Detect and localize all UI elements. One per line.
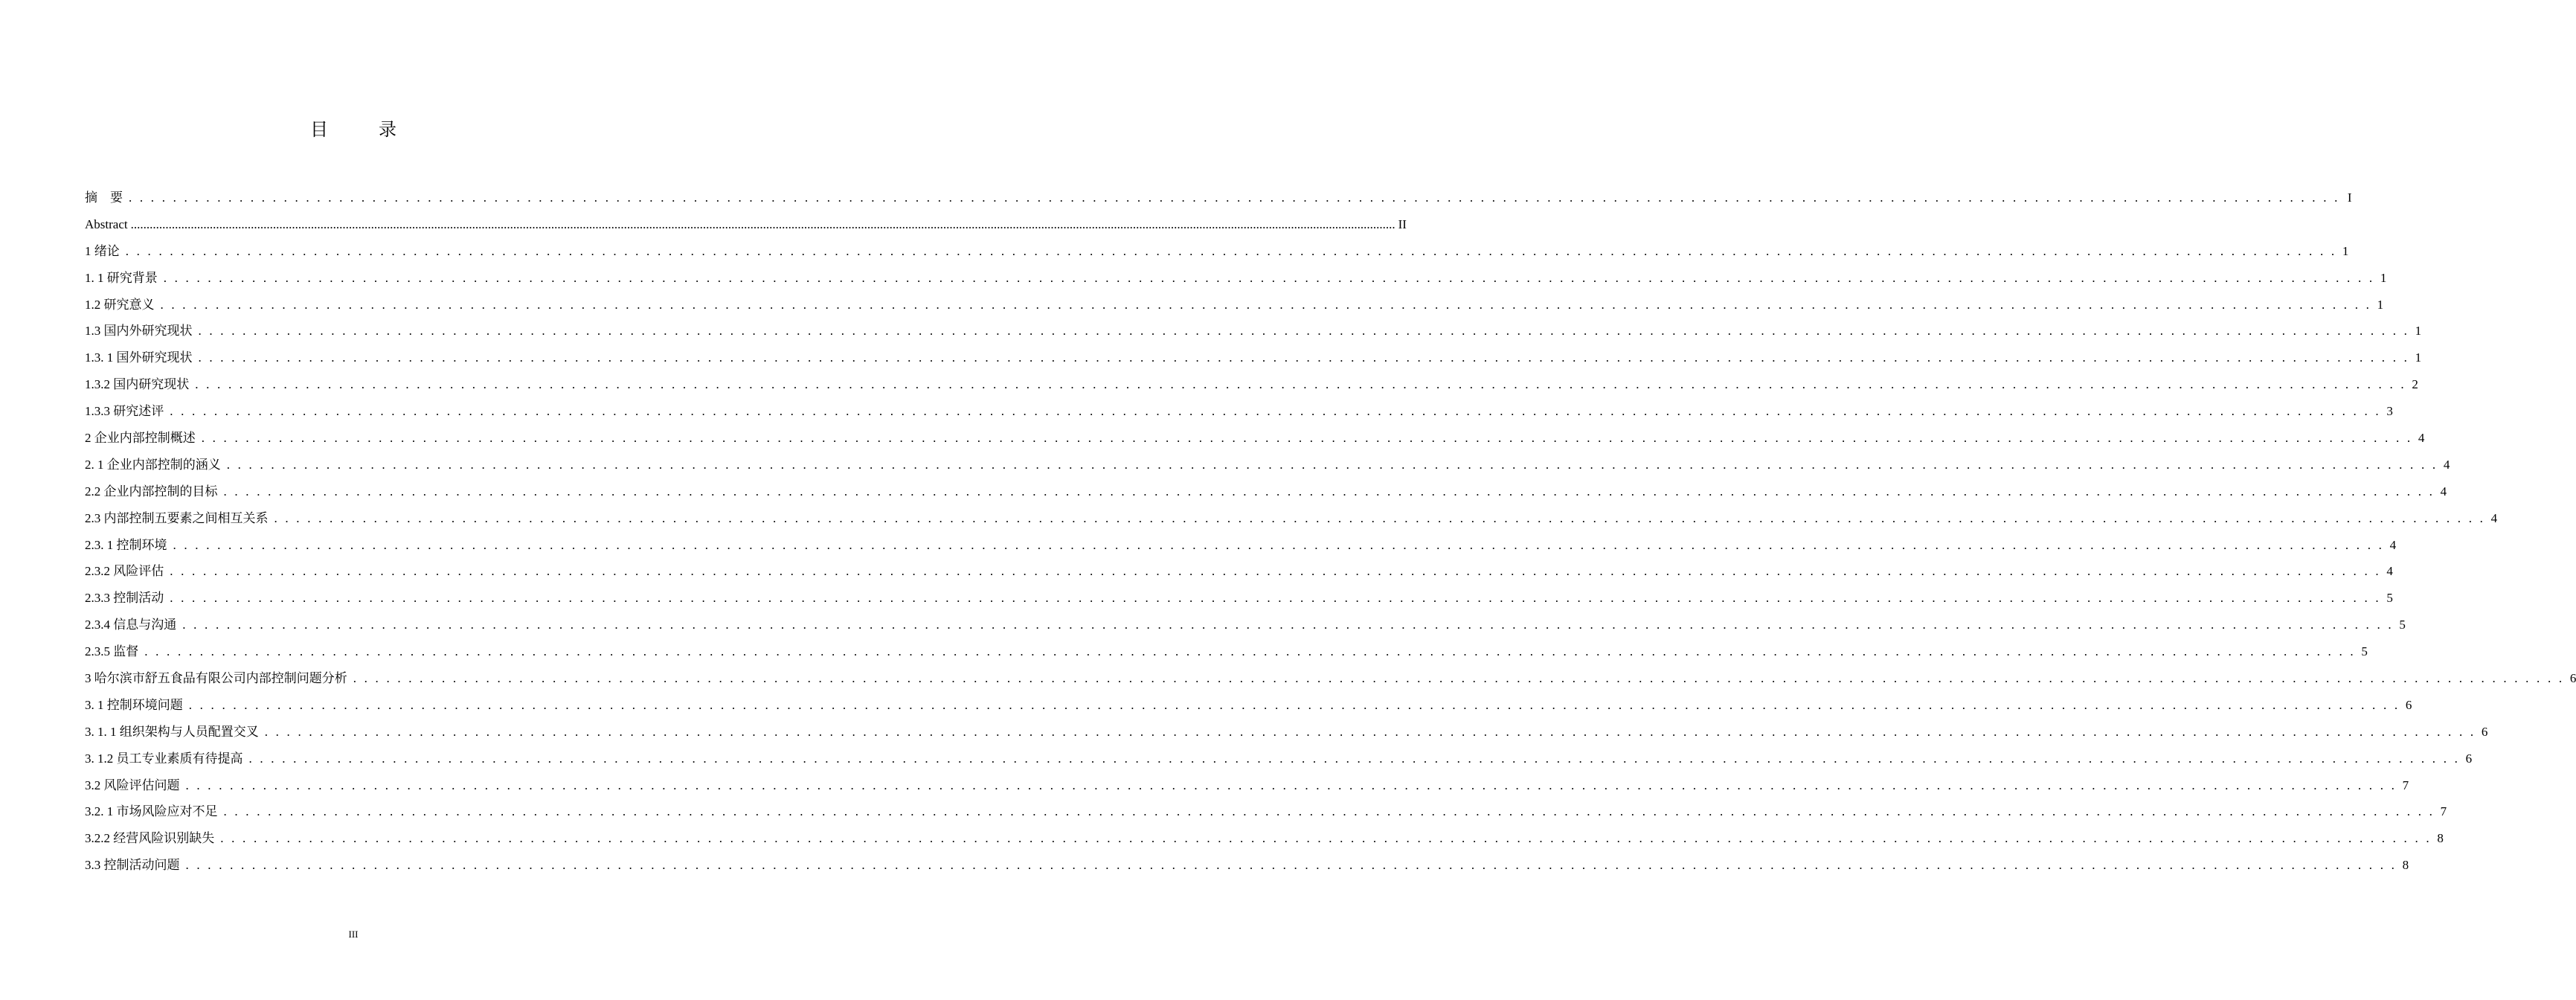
toc-entry-label: 1 绪论	[85, 243, 120, 258]
toc-leader-dots: . . . . . . . . . . . . . . . . . . . . . . . . . . . . . . . . . . . . . . . . . . . . . . . . . . . . . . . . . . . . . . . . . . . . . . . . . . . . . . . . . . . . . . . . . . . . . . . . . . . . . . . . . . . . . . . . . . . . . . . . . . . . . . . . . . . . . . . . . . . . . . . . . . . . . . . . . . . . . . . . . . . . . . . . . . . . . . . . . . . . . . . . . . . . . . . . . . . . . . . .	[198, 350, 2410, 365]
toc-leader-dots: . . . . . . . . . . . . . . . . . . . . . . . . . . . . . . . . . . . . . . . . . . . . . . . . . . . . . . . . . . . . . . . . . . . . . . . . . . . . . . . . . . . . . . . . . . . . . . . . . . . . . . . . . . . . . . . . . . . . . . . . . . . . . . . . . . . . . . . . . . . . . . . . . . . . . . . . . . . . . . . . . . . . . . . . . . . . . . . . . . . . . . . . . . . . . . . . . . . . . . . .	[274, 510, 2486, 525]
toc-entry[interactable]	[85, 265, 2387, 292]
toc-entry-page-number: 2	[2412, 377, 2418, 392]
toc-entry-label: 3.2.2 经营风险识别缺失	[85, 831, 215, 846]
toc-entry-page-number: 5	[2386, 591, 2393, 606]
toc-entry-page-number: 5	[2399, 618, 2406, 632]
toc-entry-label: 1.3. 1 国外研究现状	[85, 350, 193, 365]
toc-leader-dots: . . . . . . . . . . . . . . . . . . . . . . . . . . . . . . . . . . . . . . . . . . . . . . . . . . . . . . . . . . . . . . . . . . . . . . . . . . . . . . . . . . . . . . . . . . . . . . . . . . . . . . . . . . . . . . . . . . . . . . . . . . . . . . . . . . . . . . . . . . . . . . . . . . . . . . . . . . . . . . . . . . . . . . . . . . . . . . . . . . . . . . . . . . . . . . . . . . . . . . . .	[198, 324, 2410, 339]
toc-leader-dots: . . . . . . . . . . . . . . . . . . . . . . . . . . . . . . . . . . . . . . . . . . . . . . . . . . . . . . . . . . . . . . . . . . . . . . . . . . . . . . . . . . . . . . . . . . . . . . . . . . . . . . . . . . . . . . . . . . . . . . . . . . . . . . . . . . . . . . . . . . . . . . . . . . . . . . . . . . . . . . . . . . . . . . . . . . . . . . . . . . . . . . . . . . . . . . . . . . . . . . . .	[185, 778, 2397, 792]
toc-entry[interactable]	[85, 185, 2352, 211]
toc-entry-page-number: 6	[2481, 724, 2488, 739]
toc-entry[interactable]	[85, 452, 2450, 478]
toc-entry[interactable]	[85, 719, 2488, 746]
toc-entry[interactable]	[85, 798, 2447, 825]
toc-entry-label: 3 哈尔滨市舒五食品有限公司内部控制问题分析	[85, 671, 347, 686]
toc-entry-page-number: 6	[2405, 697, 2412, 712]
toc-leader-dots: ................................................................................................................................................................................................................................................................................................................................................................................................................	[130, 217, 1395, 231]
toc-leader-dots: . . . . . . . . . . . . . . . . . . . . . . . . . . . . . . . . . . . . . . . . . . . . . . . . . . . . . . . . . . . . . . . . . . . . . . . . . . . . . . . . . . . . . . . . . . . . . . . . . . . . . . . . . . . . . . . . . . . . . . . . . . . . . . . . . . . . . . . . . . . . . . . . . . . . . . . . . . . . . . . . . . . . . . . . . . . . . . . . . . . . . . . . . . . . . . . . . . . . . . . .	[144, 644, 2356, 659]
toc-leader-dots: . . . . . . . . . . . . . . . . . . . . . . . . . . . . . . . . . . . . . . . . . . . . . . . . . . . . . . . . . . . . . . . . . . . . . . . . . . . . . . . . . . . . . . . . . . . . . . . . . . . . . . . . . . . . . . . . . . . . . . . . . . . . . . . . . . . . . . . . . . . . . . . . . . . . . . . . . . . . . . . . . . . . . . . . . . . . . . . . . . . . . . . . . . . . . . . . . . . . . . . .	[185, 858, 2397, 873]
toc-entry[interactable]	[85, 425, 2425, 452]
toc-leader-dots: . . . . . . . . . . . . . . . . . . . . . . . . . . . . . . . . . . . . . . . . . . . . . . . . . . . . . . . . . . . . . . . . . . . . . . . . . . . . . . . . . . . . . . . . . . . . . . . . . . . . . . . . . . . . . . . . . . . . . . . . . . . . . . . . . . . . . . . . . . . . . . . . . . . . . . . . . . . . . . . . . . . . . . . . . . . . . . . . . . . . . . . . . . . . . . . . . . . . . . . .	[129, 190, 2340, 205]
toc-entry-page-number: 4	[2389, 537, 2397, 552]
toc-entry[interactable]	[85, 585, 2393, 612]
toc-entry[interactable]	[85, 692, 2412, 719]
toc-entry[interactable]	[85, 612, 2406, 638]
toc-entry[interactable]	[85, 532, 2397, 559]
toc-entry[interactable]	[85, 371, 2418, 398]
toc-leader-dots: . . . . . . . . . . . . . . . . . . . . . . . . . . . . . . . . . . . . . . . . . . . . . . . . . . . . . . . . . . . . . . . . . . . . . . . . . . . . . . . . . . . . . . . . . . . . . . . . . . . . . . . . . . . . . . . . . . . . . . . . . . . . . . . . . . . . . . . . . . . . . . . . . . . . . . . . . . . . . . . . . . . . . . . . . . . . . . . . . . . . . . . . . . . . . . . . . . . . . . . .	[248, 751, 2461, 766]
toc-entry-label: 摘 要	[85, 190, 123, 205]
toc-entry-page-number: 1	[2380, 270, 2387, 285]
toc-leader-dots: . . . . . . . . . . . . . . . . . . . . . . . . . . . . . . . . . . . . . . . . . . . . . . . . . . . . . . . . . . . . . . . . . . . . . . . . . . . . . . . . . . . . . . . . . . . . . . . . . . . . . . . . . . . . . . . . . . . . . . . . . . . . . . . . . . . . . . . . . . . . . . . . . . . . . . . . . . . . . . . . . . . . . . . . . . . . . . . . . . . . . . . . . . . . . . . . . . . . . . . .	[188, 697, 2400, 712]
toc-entry[interactable]	[85, 344, 2422, 371]
toc-entry-label: 2. 1 企业内部控制的涵义	[85, 457, 221, 472]
toc-entry-page-number: I	[2347, 190, 2352, 205]
toc-entry-page-number: 5	[2361, 644, 2368, 659]
toc-entry-label: 2.3. 1 控制环境	[85, 537, 167, 552]
table-of-contents	[85, 185, 2576, 879]
toc-leader-dots: . . . . . . . . . . . . . . . . . . . . . . . . . . . . . . . . . . . . . . . . . . . . . . . . . . . . . . . . . . . . . . . . . . . . . . . . . . . . . . . . . . . . . . . . . . . . . . . . . . . . . . . . . . . . . . . . . . . . . . . . . . . . . . . . . . . . . . . . . . . . . . . . . . . . . . . . . . . . . . . . . . . . . . . . . . . . . . . . . . . . . . . . . . . . . . . . . . . . . . . .	[170, 591, 2381, 606]
toc-entry-label: 1. 1 研究背景	[85, 270, 158, 285]
toc-entry-page-number: II	[1398, 217, 1407, 231]
toc-entry-label: Abstract	[85, 217, 128, 231]
toc-entry[interactable]	[85, 398, 2393, 425]
toc-entry[interactable]	[85, 211, 1407, 238]
toc-leader-dots: . . . . . . . . . . . . . . . . . . . . . . . . . . . . . . . . . . . . . . . . . . . . . . . . . . . . . . . . . . . . . . . . . . . . . . . . . . . . . . . . . . . . . . . . . . . . . . . . . . . . . . . . . . . . . . . . . . . . . . . . . . . . . . . . . . . . . . . . . . . . . . . . . . . . . . . . . . . . . . . . . . . . . . . . . . . . . . . . . . . . . . . . . . . . . . . . . . . . . . . .	[160, 297, 2372, 312]
toc-entry[interactable]	[85, 665, 2576, 692]
toc-entry-page-number: 4	[2440, 484, 2447, 499]
toc-leader-dots: . . . . . . . . . . . . . . . . . . . . . . . . . . . . . . . . . . . . . . . . . . . . . . . . . . . . . . . . . . . . . . . . . . . . . . . . . . . . . . . . . . . . . . . . . . . . . . . . . . . . . . . . . . . . . . . . . . . . . . . . . . . . . . . . . . . . . . . . . . . . . . . . . . . . . . . . . . . . . . . . . . . . . . . . . . . . . . . . . . . . . . . . . . . . . . . . . . . . . . . .	[223, 804, 2435, 819]
toc-entry-page-number: 1	[2415, 350, 2422, 365]
toc-entry-page-number: 7	[2440, 804, 2447, 819]
toc-entry[interactable]	[85, 825, 2444, 852]
toc-leader-dots: . . . . . . . . . . . . . . . . . . . . . . . . . . . . . . . . . . . . . . . . . . . . . . . . . . . . . . . . . . . . . . . . . . . . . . . . . . . . . . . . . . . . . . . . . . . . . . . . . . . . . . . . . . . . . . . . . . . . . . . . . . . . . . . . . . . . . . . . . . . . . . . . . . . . . . . . . . . . . . . . . . . . . . . . . . . . . . . . . . . . . . . . . . . . . . . . . . . . . . . .	[264, 724, 2476, 739]
toc-entry[interactable]	[85, 746, 2473, 772]
toc-entry-page-number: 1	[2377, 297, 2384, 312]
toc-entry-page-number: 6	[2569, 671, 2576, 686]
toc-entry-label: 2.3.4 信息与沟通	[85, 618, 177, 632]
toc-entry-label: 2.3.5 监督	[85, 644, 139, 659]
toc-entry-label: 1.3.3 研究述评	[85, 404, 164, 419]
footer-page-number: III	[348, 929, 359, 940]
toc-leader-dots: . . . . . . . . . . . . . . . . . . . . . . . . . . . . . . . . . . . . . . . . . . . . . . . . . . . . . . . . . . . . . . . . . . . . . . . . . . . . . . . . . . . . . . . . . . . . . . . . . . . . . . . . . . . . . . . . . . . . . . . . . . . . . . . . . . . . . . . . . . . . . . . . . . . . . . . . . . . . . . . . . . . . . . . . . . . . . . . . . . . . . . . . . . . . . . . . . . . . . . . .	[163, 270, 2375, 285]
toc-entry[interactable]	[85, 558, 2393, 585]
toc-entry[interactable]	[85, 478, 2447, 505]
toc-leader-dots: . . . . . . . . . . . . . . . . . . . . . . . . . . . . . . . . . . . . . . . . . . . . . . . . . . . . . . . . . . . . . . . . . . . . . . . . . . . . . . . . . . . . . . . . . . . . . . . . . . . . . . . . . . . . . . . . . . . . . . . . . . . . . . . . . . . . . . . . . . . . . . . . . . . . . . . . . . . . . . . . . . . . . . . . . . . . . . . . . . . . . . . . . . . . . . . . . . . . . . . .	[182, 618, 2394, 632]
toc-entry[interactable]	[85, 772, 2409, 799]
toc-leader-dots: . . . . . . . . . . . . . . . . . . . . . . . . . . . . . . . . . . . . . . . . . . . . . . . . . . . . . . . . . . . . . . . . . . . . . . . . . . . . . . . . . . . . . . . . . . . . . . . . . . . . . . . . . . . . . . . . . . . . . . . . . . . . . . . . . . . . . . . . . . . . . . . . . . . . . . . . . . . . . . . . . . . . . . . . . . . . . . . . . . . . . . . . . . . . . . . . . . . . . . . .	[125, 243, 2337, 258]
toc-leader-dots: . . . . . . . . . . . . . . . . . . . . . . . . . . . . . . . . . . . . . . . . . . . . . . . . . . . . . . . . . . . . . . . . . . . . . . . . . . . . . . . . . . . . . . . . . . . . . . . . . . . . . . . . . . . . . . . . . . . . . . . . . . . . . . . . . . . . . . . . . . . . . . . . . . . . . . . . . . . . . . . . . . . . . . . . . . . . . . . . . . . . . . . . . . . . . . . . . . . . . . . .	[220, 831, 2432, 846]
toc-entry-page-number: 1	[2415, 324, 2422, 339]
toc-entry[interactable]	[85, 318, 2422, 344]
toc-entry-page-number: 4	[2386, 564, 2393, 579]
toc-entry-label: 2 企业内部控制概述	[85, 431, 196, 446]
toc-entry-page-number: 6	[2465, 751, 2473, 766]
page-title: 目 录	[310, 121, 413, 140]
toc-entry-page-number: 4	[2418, 431, 2425, 446]
toc-leader-dots: . . . . . . . . . . . . . . . . . . . . . . . . . . . . . . . . . . . . . . . . . . . . . . . . . . . . . . . . . . . . . . . . . . . . . . . . . . . . . . . . . . . . . . . . . . . . . . . . . . . . . . . . . . . . . . . . . . . . . . . . . . . . . . . . . . . . . . . . . . . . . . . . . . . . . . . . . . . . . . . . . . . . . . . . . . . . . . . . . . . . . . . . . . . . . . . . . . . . . . . .	[226, 457, 2438, 472]
toc-entry-label: 3. 1.2 员工专业素质有待提高	[85, 751, 243, 766]
toc-leader-dots: . . . . . . . . . . . . . . . . . . . . . . . . . . . . . . . . . . . . . . . . . . . . . . . . . . . . . . . . . . . . . . . . . . . . . . . . . . . . . . . . . . . . . . . . . . . . . . . . . . . . . . . . . . . . . . . . . . . . . . . . . . . . . . . . . . . . . . . . . . . . . . . . . . . . . . . . . . . . . . . . . . . . . . . . . . . . . . . . . . . . . . . . . . . . . . . . . . . . . . . .	[173, 537, 2385, 552]
toc-entry-label: 2.2 企业内部控制的目标	[85, 484, 218, 499]
toc-entry-page-number: 1	[2342, 243, 2349, 258]
toc-entry-label: 3.2. 1 市场风险应对不足	[85, 804, 218, 819]
toc-entry-page-number: 7	[2402, 778, 2409, 792]
toc-entry-label: 3. 1 控制环境问题	[85, 697, 183, 712]
toc-entry-label: 2.3.2 风险评估	[85, 564, 164, 579]
toc-leader-dots: . . . . . . . . . . . . . . . . . . . . . . . . . . . . . . . . . . . . . . . . . . . . . . . . . . . . . . . . . . . . . . . . . . . . . . . . . . . . . . . . . . . . . . . . . . . . . . . . . . . . . . . . . . . . . . . . . . . . . . . . . . . . . . . . . . . . . . . . . . . . . . . . . . . . . . . . . . . . . . . . . . . . . . . . . . . . . . . . . . . . . . . . . . . . . . . . . . . . . . . .	[170, 404, 2381, 419]
toc-entry-label: 3. 1. 1 组织架构与人员配置交叉	[85, 724, 259, 739]
toc-entry-label: 1.2 研究意义	[85, 297, 155, 312]
toc-leader-dots: . . . . . . . . . . . . . . . . . . . . . . . . . . . . . . . . . . . . . . . . . . . . . . . . . . . . . . . . . . . . . . . . . . . . . . . . . . . . . . . . . . . . . . . . . . . . . . . . . . . . . . . . . . . . . . . . . . . . . . . . . . . . . . . . . . . . . . . . . . . . . . . . . . . . . . . . . . . . . . . . . . . . . . . . . . . . . . . . . . . . . . . . . . . . . . . . . . . . . . . .	[353, 671, 2565, 686]
toc-leader-dots: . . . . . . . . . . . . . . . . . . . . . . . . . . . . . . . . . . . . . . . . . . . . . . . . . . . . . . . . . . . . . . . . . . . . . . . . . . . . . . . . . . . . . . . . . . . . . . . . . . . . . . . . . . . . . . . . . . . . . . . . . . . . . . . . . . . . . . . . . . . . . . . . . . . . . . . . . . . . . . . . . . . . . . . . . . . . . . . . . . . . . . . . . . . . . . . . . . . . . . . .	[170, 564, 2381, 579]
toc-entry-label: 2.3.3 控制活动	[85, 591, 164, 606]
toc-entry-page-number: 8	[2402, 858, 2409, 873]
toc-entry-label: 3.2 风险评估问题	[85, 778, 180, 792]
toc-entry-label: 3.3 控制活动问题	[85, 858, 180, 873]
toc-leader-dots: . . . . . . . . . . . . . . . . . . . . . . . . . . . . . . . . . . . . . . . . . . . . . . . . . . . . . . . . . . . . . . . . . . . . . . . . . . . . . . . . . . . . . . . . . . . . . . . . . . . . . . . . . . . . . . . . . . . . . . . . . . . . . . . . . . . . . . . . . . . . . . . . . . . . . . . . . . . . . . . . . . . . . . . . . . . . . . . . . . . . . . . . . . . . . . . . . . . . . . . .	[223, 484, 2435, 499]
toc-entry[interactable]	[85, 638, 2368, 665]
toc-leader-dots: . . . . . . . . . . . . . . . . . . . . . . . . . . . . . . . . . . . . . . . . . . . . . . . . . . . . . . . . . . . . . . . . . . . . . . . . . . . . . . . . . . . . . . . . . . . . . . . . . . . . . . . . . . . . . . . . . . . . . . . . . . . . . . . . . . . . . . . . . . . . . . . . . . . . . . . . . . . . . . . . . . . . . . . . . . . . . . . . . . . . . . . . . . . . . . . . . . . . . . . .	[201, 431, 2413, 446]
toc-entry[interactable]	[85, 292, 2384, 318]
toc-entry-page-number: 4	[2490, 510, 2498, 525]
toc-entry[interactable]	[85, 505, 2498, 532]
toc-leader-dots: . . . . . . . . . . . . . . . . . . . . . . . . . . . . . . . . . . . . . . . . . . . . . . . . . . . . . . . . . . . . . . . . . . . . . . . . . . . . . . . . . . . . . . . . . . . . . . . . . . . . . . . . . . . . . . . . . . . . . . . . . . . . . . . . . . . . . . . . . . . . . . . . . . . . . . . . . . . . . . . . . . . . . . . . . . . . . . . . . . . . . . . . . . . . . . . . . . . . . . . .	[195, 377, 2406, 392]
toc-entry-label: 1.3 国内外研究现状	[85, 324, 193, 339]
toc-entry[interactable]	[85, 852, 2409, 879]
toc-entry[interactable]	[85, 238, 2349, 265]
toc-entry-page-number: 3	[2386, 404, 2393, 419]
toc-entry-label: 2.3 内部控制五要素之间相互关系	[85, 510, 269, 525]
toc-entry-label: 1.3.2 国内研究现状	[85, 377, 190, 392]
toc-entry-page-number: 4	[2443, 457, 2450, 472]
toc-entry-page-number: 8	[2437, 831, 2444, 846]
